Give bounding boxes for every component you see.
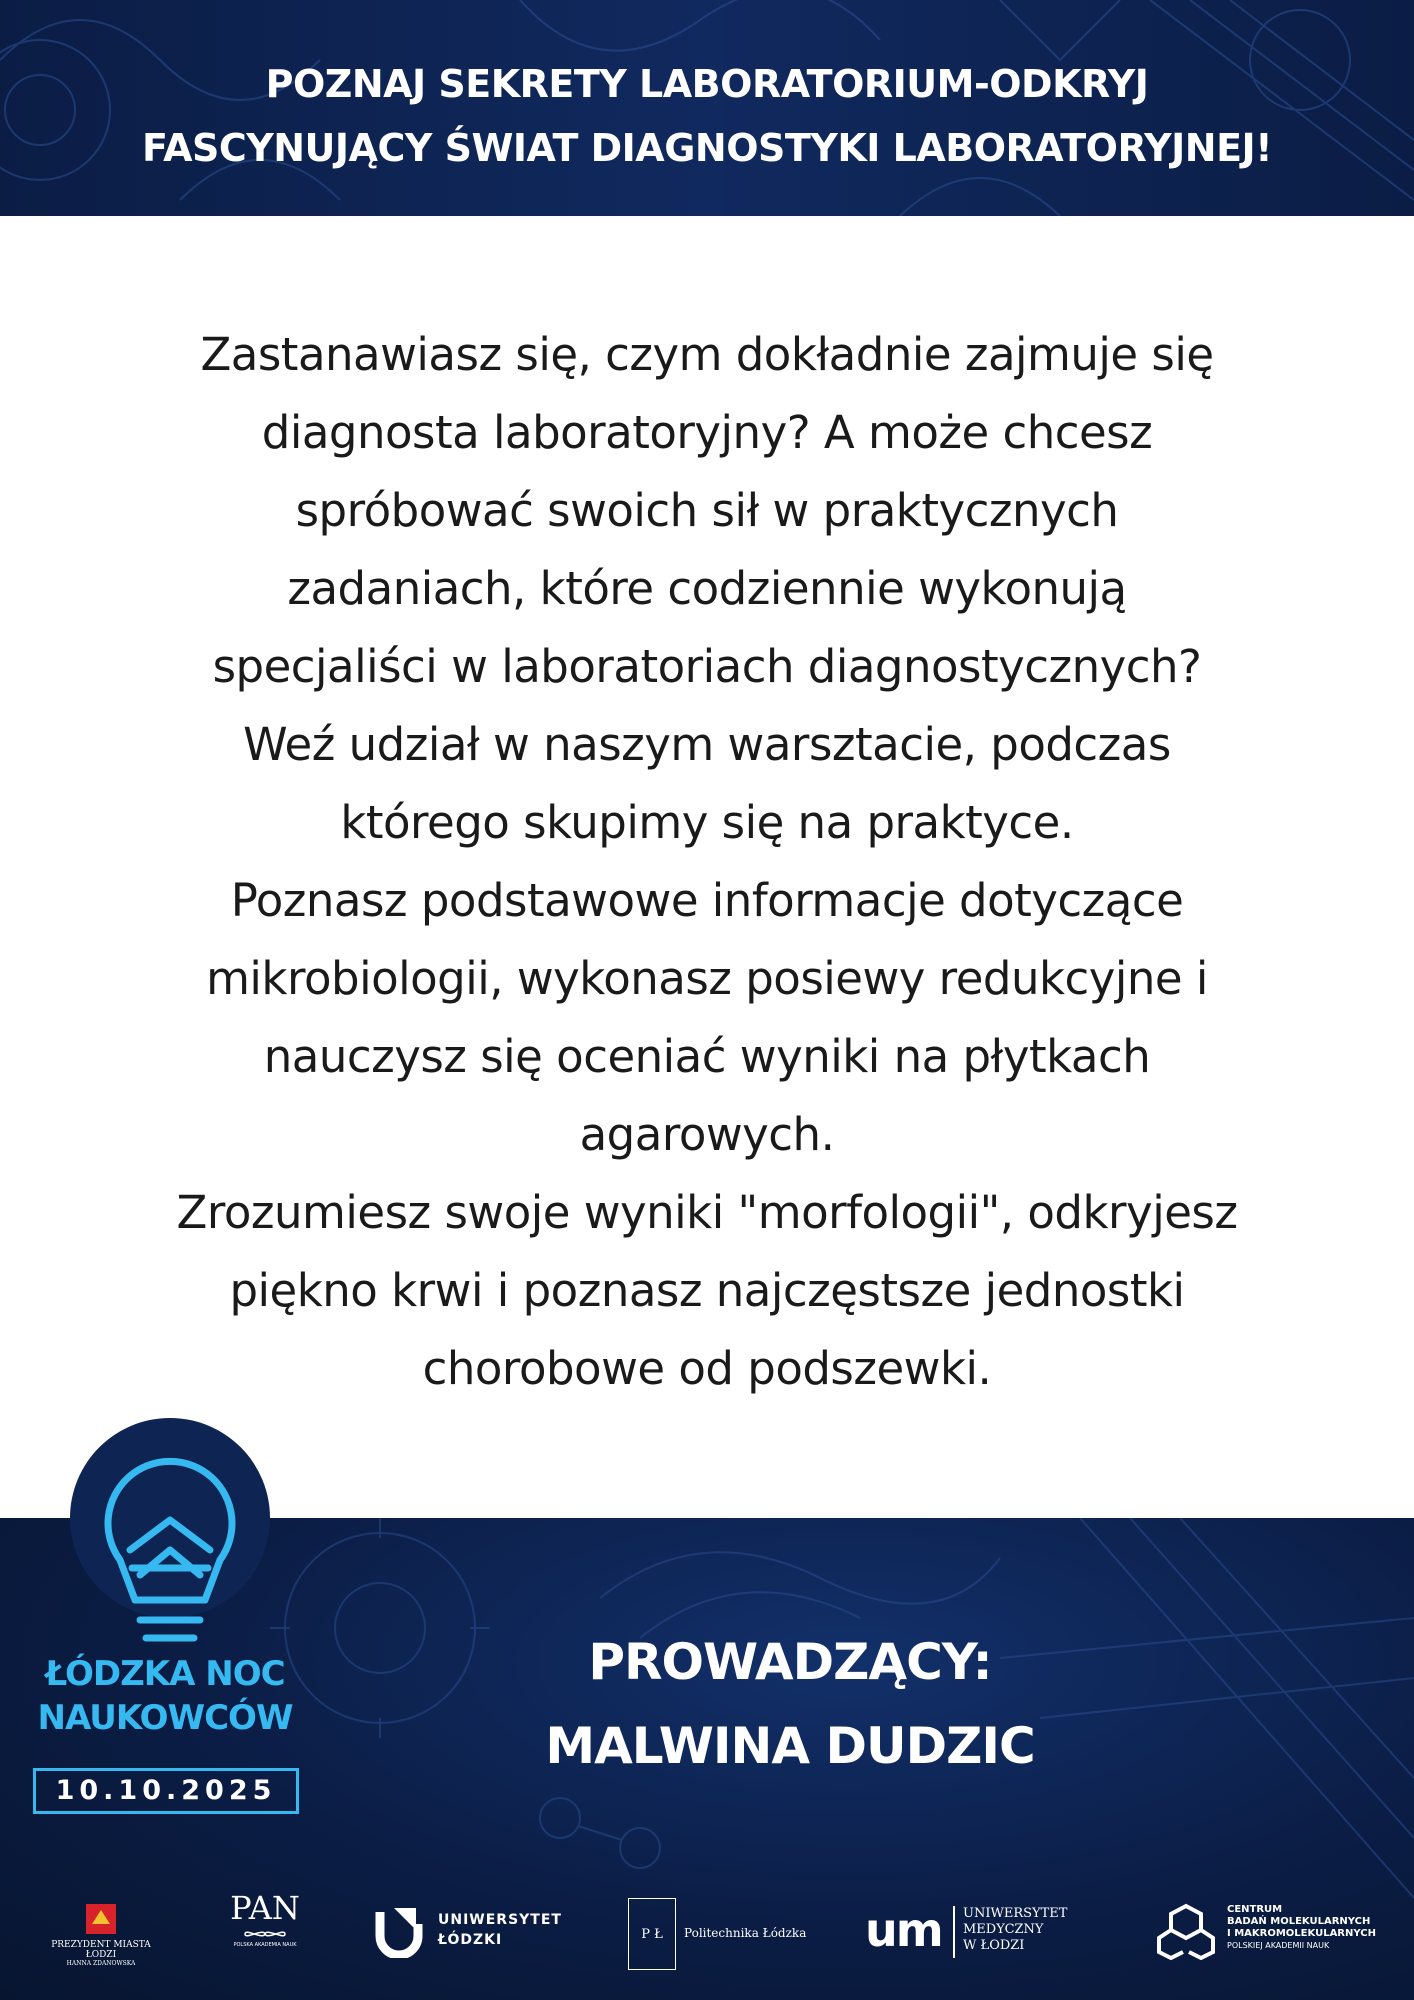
event-name-line-1: ŁÓDZKA NOC bbox=[45, 1654, 285, 1694]
description-line: Weź udział w naszym warsztacie, podczas bbox=[243, 718, 1171, 771]
mayor-logo-line-2: HANNA ZDANOWSKA bbox=[66, 1960, 136, 1967]
description-line: Zrozumiesz swoje wyniki "morfologii", odkryjesz bbox=[176, 1186, 1238, 1239]
event-date: 10.10.2025 bbox=[33, 1768, 299, 1814]
presenter-block bbox=[470, 1620, 1110, 1788]
description-line: Poznasz podstawowe informacje dotyczące bbox=[230, 874, 1184, 927]
lightbulb-boat-icon bbox=[90, 1440, 250, 1660]
politechnika-logo-name: Politechnika Łódzka bbox=[684, 1926, 807, 1940]
partner-logos bbox=[0, 1890, 1414, 1980]
description-line: którego skupimy się na praktyce. bbox=[340, 796, 1074, 849]
politechnika-logo bbox=[628, 1898, 807, 1972]
header-banner bbox=[0, 0, 1414, 216]
umed-logo-line-3: W ŁODZI bbox=[963, 1938, 1025, 1953]
cbmm-logo-line-1: CENTRUM bbox=[1227, 1904, 1283, 1915]
ul-logo bbox=[372, 1902, 562, 1962]
umed-logo-mark: um bbox=[865, 1903, 942, 1957]
politechnika-crest-icon: P Ł bbox=[628, 1898, 676, 1970]
description-line: nauczysz się oceniać wyniki na płytkach bbox=[263, 1030, 1151, 1083]
header-title bbox=[40, 52, 1374, 180]
cbmm-logo-line-2: BADAŃ MOLEKULARNYCH bbox=[1227, 1916, 1371, 1927]
workshop-description bbox=[60, 316, 1354, 1408]
ul-logo-line-2: ŁÓDZKI bbox=[438, 1932, 503, 1948]
description-line: agarowych. bbox=[579, 1108, 835, 1161]
umed-divider bbox=[953, 1906, 955, 1958]
umed-logo bbox=[865, 1904, 1090, 1964]
umed-logo-line-1: UNIWERSYTET bbox=[963, 1906, 1068, 1921]
description-line: mikrobiologii, wykonasz posiewy redukcyjne i bbox=[206, 952, 1208, 1005]
description-line: diagnosta laboratoryjny? A może chcesz bbox=[261, 406, 1153, 459]
description-line: Zastanawiasz się, czym dokładnie zajmuje się bbox=[200, 328, 1214, 381]
description-line: piękno krwi i poznasz najczęstsze jednostki bbox=[229, 1264, 1185, 1317]
description-line: spróbować swoich sił w praktycznych bbox=[295, 484, 1119, 537]
presenter-label: PROWADZĄCY: bbox=[588, 1633, 992, 1691]
pan-logo-mark: PAN bbox=[230, 1889, 300, 1927]
event-name-line-2: NAUKOWCÓW bbox=[37, 1698, 293, 1738]
infinity-symbol-icon bbox=[235, 1926, 295, 1942]
description-line: zadaniach, które codziennie wykonują bbox=[287, 562, 1127, 615]
molecule-hexagon-icon bbox=[1155, 1902, 1217, 1960]
description-line: specjaliści w laboratoriach diagnostycznych? bbox=[212, 640, 1202, 693]
umed-logo-line-2: MEDYCZNY bbox=[963, 1922, 1044, 1937]
cbmm-logo-line-3: I MAKROMOLEKULARNYCH bbox=[1227, 1928, 1376, 1939]
pan-logo bbox=[220, 1890, 310, 1948]
event-name bbox=[20, 1652, 310, 1740]
ul-logo-line-1: UNIWERSYTET bbox=[438, 1912, 562, 1928]
ul-arrow-mark-icon bbox=[372, 1902, 426, 1958]
header-title-line-2: FASCYNUJĄCY ŚWIAT DIAGNOSTYKI LABORATORYJNEJ! bbox=[141, 126, 1273, 170]
presenter-name: MALWINA DUDZIC bbox=[545, 1717, 1035, 1775]
description-line: chorobowe od podszewki. bbox=[422, 1342, 992, 1395]
city-crest-icon bbox=[84, 1902, 118, 1936]
mayor-logo-line-1: PREZYDENT MIASTA ŁODZI bbox=[51, 1940, 151, 1960]
header-title-line-1: POZNAJ SEKRETY LABORATORIUM-ODKRYJ bbox=[265, 62, 1149, 106]
cbmm-logo bbox=[1155, 1902, 1395, 1964]
mayor-logo bbox=[36, 1902, 166, 1967]
pan-logo-caption: POLSKA AKADEMIA NAUK bbox=[233, 1942, 297, 1948]
cbmm-logo-line-4: POLSKIEJ AKADEMII NAUK bbox=[1227, 1941, 1330, 1950]
